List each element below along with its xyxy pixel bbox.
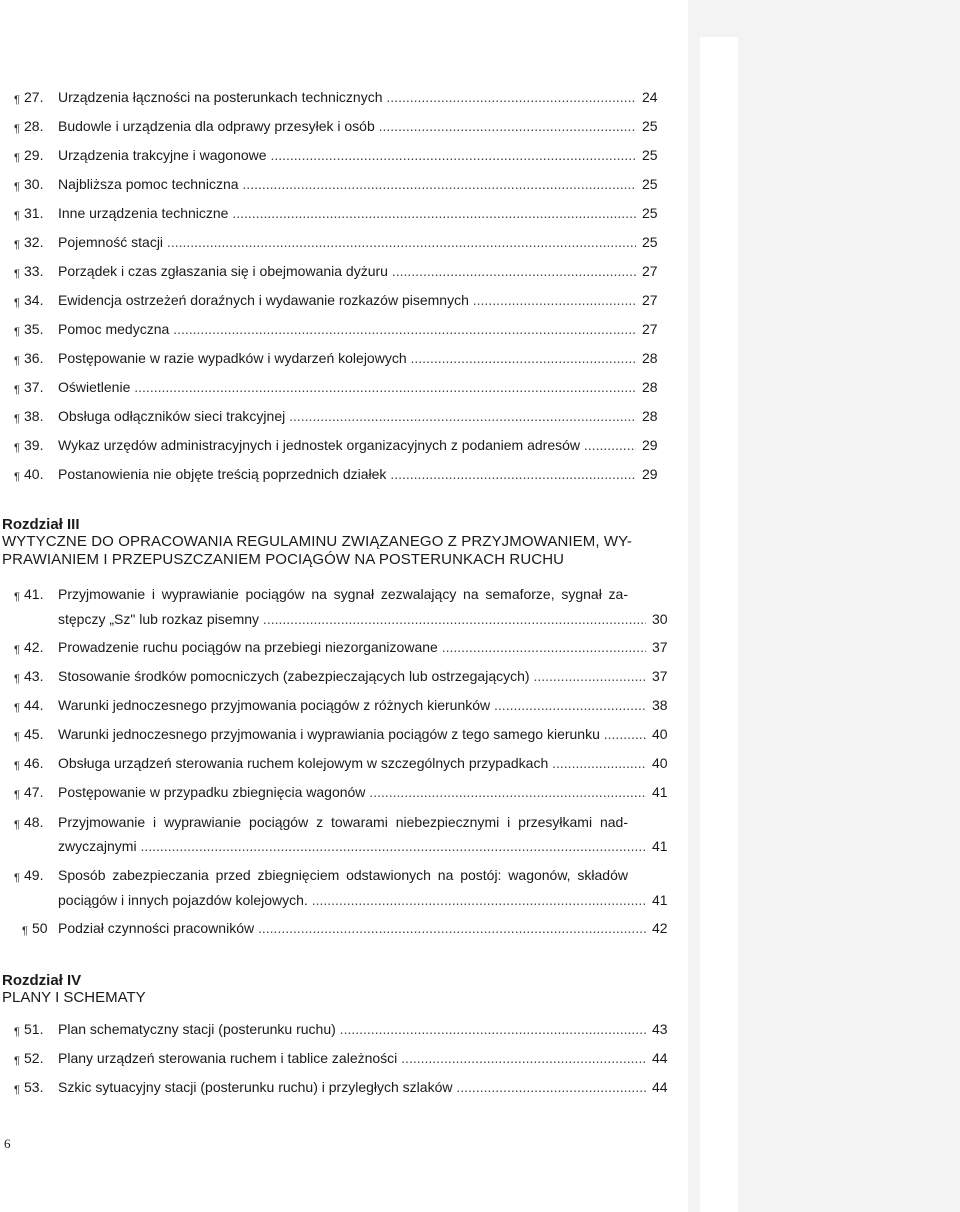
toc-entry-41-line-1: Przyjmowanie i wyprawianie pociągów na sygnał zezwalający na semaforze, sygnał za-: [58, 586, 628, 602]
toc-entry-number: 36.: [24, 350, 44, 366]
toc-entry-number: 52.: [24, 1050, 44, 1066]
toc-entry-title: Budowle i urządzenia dla odprawy przesyłek i osób .....: [58, 116, 636, 136]
toc-entry-title: Pojemność stacji .....: [58, 232, 636, 252]
chapter-4-label: Rozdział IV: [2, 972, 82, 989]
toc-entry[interactable]: [0, 1048, 680, 1068]
toc-entry[interactable]: [0, 1077, 680, 1097]
toc-entry-number: 30.: [24, 176, 44, 192]
toc-entry-number: 47.: [24, 784, 44, 800]
toc-entry-number: 33.: [24, 263, 44, 279]
toc-entry[interactable]: [0, 666, 680, 686]
paragraph-mark-icon: ¶: [14, 789, 20, 801]
margin-column: [700, 37, 738, 1212]
toc-entry-title: Szkic sytuacyjny stacji (posterunku ruchu) i przyległych szlaków .....: [58, 1077, 646, 1097]
toc-entry-page: 29: [642, 437, 658, 453]
toc-entry-number: 50: [32, 920, 48, 936]
paragraph-mark-icon: ¶: [14, 760, 20, 772]
toc-entry[interactable]: [0, 348, 680, 368]
toc-entry-page: 27: [642, 263, 658, 279]
paragraph-mark-icon: ¶: [14, 384, 20, 396]
toc-entry[interactable]: [0, 377, 680, 397]
toc-entry-number: 46.: [24, 755, 44, 771]
paragraph-mark-icon: ¶: [14, 239, 20, 251]
paragraph-mark-icon: ¶: [14, 1084, 20, 1096]
toc-entry-title: Plan schematyczny stacji (posterunku ruchu) .....: [58, 1019, 646, 1039]
toc-entry-title: Wykaz urzędów administracyjnych i jednostek organizacyjnych z podaniem adresów .....: [58, 435, 636, 455]
chapter-3-title-line-2: PRAWIANIEM I PRZEPUSZCZANIEM POCIĄGÓW NA POSTERUNKACH RUCHU: [2, 551, 565, 568]
toc-entry-page: 25: [642, 234, 658, 250]
toc-entry-page: 40: [652, 726, 668, 742]
toc-entry-title: Stosowanie środków pomocniczych (zabezpieczających lub ostrzegających) .....: [58, 666, 646, 686]
paragraph-mark-icon: ¶: [14, 355, 20, 367]
paragraph-mark-icon: ¶: [14, 702, 20, 714]
toc-entry-page: 43: [652, 1021, 668, 1037]
toc-entry-number: 31.: [24, 205, 44, 221]
paragraph-mark-icon: ¶: [14, 181, 20, 193]
paragraph-mark-icon: ¶: [14, 442, 20, 454]
toc-entry-48-line-1: Przyjmowanie i wyprawianie pociągów z towarami niebezpiecznymi i przesyłkami nad-: [58, 814, 628, 830]
toc-entry-page: 25: [642, 118, 658, 134]
toc-entry-number: 37.: [24, 379, 44, 395]
toc-entry-page: 41: [652, 838, 668, 854]
toc-entry-page: 24: [642, 89, 658, 105]
toc-entry-number: 34.: [24, 292, 44, 308]
toc-entry-page: 28: [642, 350, 658, 366]
toc-entry[interactable]: [0, 695, 680, 715]
toc-entry-number: 43.: [24, 668, 44, 684]
toc-entry-number: 39.: [24, 437, 44, 453]
toc-entry[interactable]: [0, 319, 680, 339]
toc-entry-number: 44.: [24, 697, 44, 713]
chapter-4-title: PLANY I SCHEMATY: [2, 989, 146, 1006]
toc-entry-page: 29: [642, 466, 658, 482]
toc-entry-title: Najbliższa pomoc techniczna .....: [58, 174, 636, 194]
toc-entry-page: 27: [642, 292, 658, 308]
chapter-3-label: Rozdział III: [2, 516, 80, 533]
toc-entry-50[interactable]: [0, 918, 680, 938]
toc-entry-number: 53.: [24, 1079, 44, 1095]
paragraph-mark-icon: ¶: [14, 123, 20, 135]
toc-entry-number: 40.: [24, 466, 44, 482]
toc-entry-title: Inne urządzenia techniczne .....: [58, 203, 636, 223]
toc-entry[interactable]: [0, 290, 680, 310]
toc-entry-title: pociągów i innych pojazdów kolejowych. .....: [58, 890, 646, 910]
toc-entry[interactable]: [0, 435, 680, 455]
toc-entry-number: 32.: [24, 234, 44, 250]
toc-entry-49-line-1: Sposób zabezpieczania przed zbiegnięciem odstawionych na postój: wagonów, składów: [58, 867, 628, 883]
toc-entry-title: Postępowanie w przypadku zbiegnięcia wagonów .....: [58, 782, 646, 802]
paragraph-mark-icon: ¶: [22, 925, 28, 937]
toc-entry-49-continuation[interactable]: [0, 890, 680, 910]
toc-entry-number: 51.: [24, 1021, 44, 1037]
toc-entry-number: 29.: [24, 147, 44, 163]
toc-entry[interactable]: [0, 174, 680, 194]
toc-entry-title: Podział czynności pracowników .....: [58, 918, 646, 938]
toc-entry-title: Postanowienia nie objęte treścią poprzednich działek .....: [58, 464, 636, 484]
toc-entry[interactable]: [0, 87, 680, 107]
toc-entry-page: 41: [652, 892, 668, 908]
toc-entry[interactable]: [0, 406, 680, 426]
toc-entry-title: Pomoc medyczna .....: [58, 319, 636, 339]
toc-entry-title: Postępowanie w razie wypadków i wydarzeń kolejowych .....: [58, 348, 636, 368]
toc-entry[interactable]: [0, 232, 680, 252]
toc-entry-number: 28.: [24, 118, 44, 134]
paragraph-mark-icon: ¶: [14, 872, 20, 884]
paragraph-mark-icon: ¶: [14, 152, 20, 164]
paragraph-mark-icon: ¶: [14, 731, 20, 743]
toc-entry-title: Warunki jednoczesnego przyjmowania i wyprawiania pociągów z tego samego kierunku .....: [58, 724, 646, 744]
paragraph-mark-icon: ¶: [14, 471, 20, 483]
toc-entry-page: 44: [652, 1050, 668, 1066]
paragraph-mark-icon: ¶: [14, 210, 20, 222]
toc-entry[interactable]: [0, 261, 680, 281]
paragraph-mark-icon: ¶: [14, 297, 20, 309]
chapter-3-title-line-1: WYTYCZNE DO OPRACOWANIA REGULAMINU ZWIĄZANEGO Z PRZYJMOWANIEM, WY-: [2, 533, 632, 550]
toc-entry-page: 25: [642, 147, 658, 163]
toc-entry[interactable]: [0, 464, 680, 484]
toc-entry[interactable]: [0, 203, 680, 223]
toc-entry-41-continuation[interactable]: [0, 609, 680, 629]
toc-entry-title: Obsługa urządzeń sterowania ruchem kolejowym w szczególnych przypadkach .....: [58, 753, 646, 773]
toc-entry-page: 37: [652, 668, 668, 684]
toc-entry[interactable]: [0, 145, 680, 165]
toc-entry-title: stępczy „Sz" lub rozkaz pisemny .....: [58, 609, 646, 629]
toc-entry-number: 49.: [24, 867, 44, 883]
paragraph-mark-icon: ¶: [14, 1055, 20, 1067]
paragraph-mark-icon: ¶: [14, 644, 20, 656]
toc-entry[interactable]: [0, 724, 680, 744]
toc-entry-page: 40: [652, 755, 668, 771]
paragraph-mark-icon: ¶: [14, 673, 20, 685]
toc-entry-title: Oświetlenie .....: [58, 377, 636, 397]
toc-entry-title: zwyczajnymi .....: [58, 836, 646, 856]
toc-entry-title: Prowadzenie ruchu pociągów na przebiegi niezorganizowane .....: [58, 637, 646, 657]
toc-entry-page: 25: [642, 205, 658, 221]
toc-entry-title: Porządek i czas zgłaszania się i obejmowania dyżuru .....: [58, 261, 636, 281]
toc-entry-page: 37: [652, 639, 668, 655]
toc-entry[interactable]: [0, 753, 680, 773]
toc-entry[interactable]: [0, 116, 680, 136]
paragraph-mark-icon: ¶: [14, 819, 20, 831]
toc-entry-title: Warunki jednoczesnego przyjmowania pociągów z różnych kierunków .....: [58, 695, 646, 715]
toc-entry-page: 28: [642, 379, 658, 395]
toc-entry-title: Plany urządzeń sterowania ruchem i tablice zależności .....: [58, 1048, 646, 1068]
toc-entry-page: 27: [642, 321, 658, 337]
toc-entry-number: 48.: [24, 814, 44, 830]
paragraph-mark-icon: ¶: [14, 1026, 20, 1038]
toc-entry-page: 28: [642, 408, 658, 424]
toc-entry-number: 45.: [24, 726, 44, 742]
toc-entry-page: 42: [652, 920, 668, 936]
toc-entry-title: Ewidencja ostrzeżeń doraźnych i wydawanie rozkazów pisemnych .....: [58, 290, 636, 310]
toc-entry-page: 25: [642, 176, 658, 192]
toc-entry-title: Obsługa odłączników sieci trakcyjnej .....: [58, 406, 636, 426]
toc-entry-page: 38: [652, 697, 668, 713]
toc-entry[interactable]: [0, 637, 680, 657]
toc-entry-title: Urządzenia łączności na posterunkach technicznych .....: [58, 87, 636, 107]
paragraph-mark-icon: ¶: [14, 413, 20, 425]
toc-entry-page: 44: [652, 1079, 668, 1095]
paragraph-mark-icon: ¶: [14, 268, 20, 280]
paragraph-mark-icon: ¶: [14, 326, 20, 338]
toc-entry-page: 41: [652, 784, 668, 800]
toc-entry-number: 38.: [24, 408, 44, 424]
toc-entry-page: 30: [652, 611, 668, 627]
toc-entry-number: 41.: [24, 586, 44, 602]
toc-entry[interactable]: [0, 782, 680, 802]
toc-entry-title: Urządzenia trakcyjne i wagonowe .....: [58, 145, 636, 165]
toc-entry-number: 27.: [24, 89, 44, 105]
paragraph-mark-icon: ¶: [14, 94, 20, 106]
toc-entry[interactable]: [0, 1019, 680, 1039]
toc-entry-48-continuation[interactable]: [0, 836, 680, 856]
toc-entry-number: 35.: [24, 321, 44, 337]
page-number: 6: [4, 1136, 11, 1151]
paragraph-mark-icon: ¶: [14, 591, 20, 603]
toc-entry-number: 42.: [24, 639, 44, 655]
